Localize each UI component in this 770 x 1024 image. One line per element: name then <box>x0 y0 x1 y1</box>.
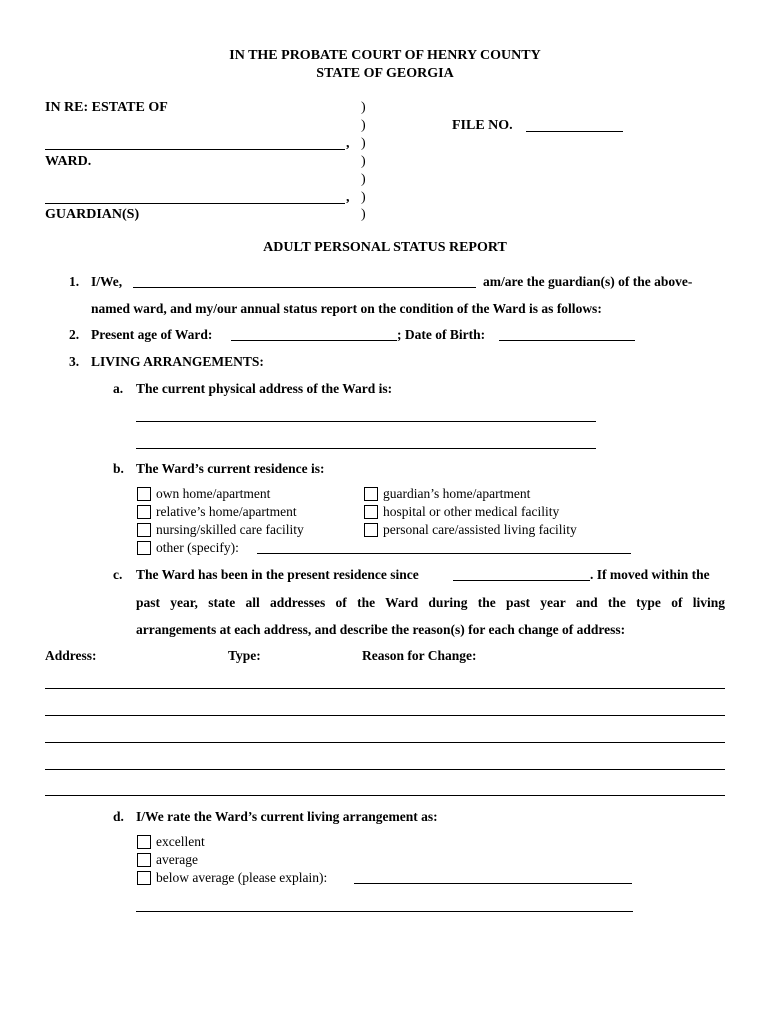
moved-text-line2: past year, state all addresses of the Ward during the past year and the type of living <box>136 595 725 610</box>
rating-prompt: I/We rate the Ward’s current living arrangement as: <box>136 809 438 824</box>
paren: ) <box>361 118 366 133</box>
column-type: Type: <box>228 648 261 663</box>
dob-label: ; Date of Birth: <box>397 327 486 342</box>
address-history-line[interactable] <box>45 715 725 716</box>
option-label: relative’s home/apartment <box>156 504 297 519</box>
option-label: average <box>156 852 198 867</box>
in-re-label: IN RE: ESTATE OF <box>45 100 168 115</box>
residence-since-label: The Ward has been in the present residence since <box>136 567 419 582</box>
checkbox-own-home[interactable] <box>137 487 151 501</box>
paren: ) <box>361 100 366 115</box>
comma: , <box>346 136 350 151</box>
checkbox-other[interactable] <box>137 541 151 555</box>
column-address: Address: <box>45 648 97 663</box>
other-specify-line[interactable] <box>257 553 631 554</box>
checkbox-excellent[interactable] <box>137 835 151 849</box>
file-no-line[interactable] <box>526 131 623 132</box>
residence-prompt: The Ward’s current residence is: <box>136 461 325 476</box>
address-line[interactable] <box>136 421 596 422</box>
age-label: Present age of Ward: <box>91 327 213 342</box>
moved-within-label: . If moved within the <box>590 567 710 582</box>
paren: ) <box>361 136 366 151</box>
item1-lead: I/We, <box>91 274 123 289</box>
report-title: ADULT PERSONAL STATUS REPORT <box>263 240 507 255</box>
file-no-label: FILE NO. <box>452 118 513 133</box>
item1-rest: am/are the guardian(s) of the above- <box>483 274 693 289</box>
dob-line[interactable] <box>499 340 635 341</box>
guardian-label: GUARDIAN(S) <box>45 207 140 222</box>
option-label: own home/apartment <box>156 486 271 501</box>
paren: ) <box>361 190 366 205</box>
option-label: hospital or other medical facility <box>383 504 560 519</box>
comma: , <box>346 190 350 205</box>
item-number: 2. <box>69 327 80 342</box>
item-number: 1. <box>69 274 80 289</box>
checkbox-personal-care[interactable] <box>364 523 378 537</box>
checkbox-nursing-facility[interactable] <box>137 523 151 537</box>
checkbox-guardian-home[interactable] <box>364 487 378 501</box>
option-label: excellent <box>156 834 205 849</box>
address-prompt: The current physical address of the Ward is: <box>136 381 393 396</box>
paren: ) <box>361 207 366 222</box>
guardian-name-line[interactable] <box>45 203 345 204</box>
address-history-line[interactable] <box>45 688 725 689</box>
column-reason: Reason for Change: <box>362 648 477 663</box>
subitem-letter: c. <box>113 567 123 582</box>
moved-text-line3: arrangements at each address, and describe the reason(s) for each change of address: <box>136 622 626 637</box>
guardian-names-line[interactable] <box>133 287 476 288</box>
option-label: nursing/skilled care facility <box>156 522 304 537</box>
court-name: IN THE PROBATE COURT OF HENRY COUNTY <box>229 48 541 63</box>
option-label: below average (please explain): <box>156 870 328 885</box>
explain-line[interactable] <box>136 911 633 912</box>
residence-since-line[interactable] <box>453 580 590 581</box>
estate-name-line[interactable] <box>45 149 345 150</box>
subitem-letter: b. <box>113 461 124 476</box>
item1-continuation: named ward, and my/our annual status report on the condition of the Ward is as follows: <box>91 301 602 316</box>
option-label: other (specify): <box>156 540 239 555</box>
subitem-letter: d. <box>113 809 124 824</box>
state-name: STATE OF GEORGIA <box>316 66 454 81</box>
checkbox-hospital[interactable] <box>364 505 378 519</box>
address-history-line[interactable] <box>45 742 725 743</box>
ward-label: WARD. <box>45 154 92 169</box>
item-number: 3. <box>69 354 80 369</box>
option-label: guardian’s home/apartment <box>383 486 531 501</box>
checkbox-average[interactable] <box>137 853 151 867</box>
address-line[interactable] <box>136 448 596 449</box>
checkbox-relative-home[interactable] <box>137 505 151 519</box>
paren: ) <box>361 154 366 169</box>
living-arrangements-heading: LIVING ARRANGEMENTS: <box>91 354 264 369</box>
address-history-line[interactable] <box>45 795 725 796</box>
age-line[interactable] <box>231 340 397 341</box>
subitem-letter: a. <box>113 381 124 396</box>
paren: ) <box>361 172 366 187</box>
address-history-line[interactable] <box>45 769 725 770</box>
checkbox-below-average[interactable] <box>137 871 151 885</box>
explain-line[interactable] <box>354 883 632 884</box>
option-label: personal care/assisted living facility <box>383 522 577 537</box>
